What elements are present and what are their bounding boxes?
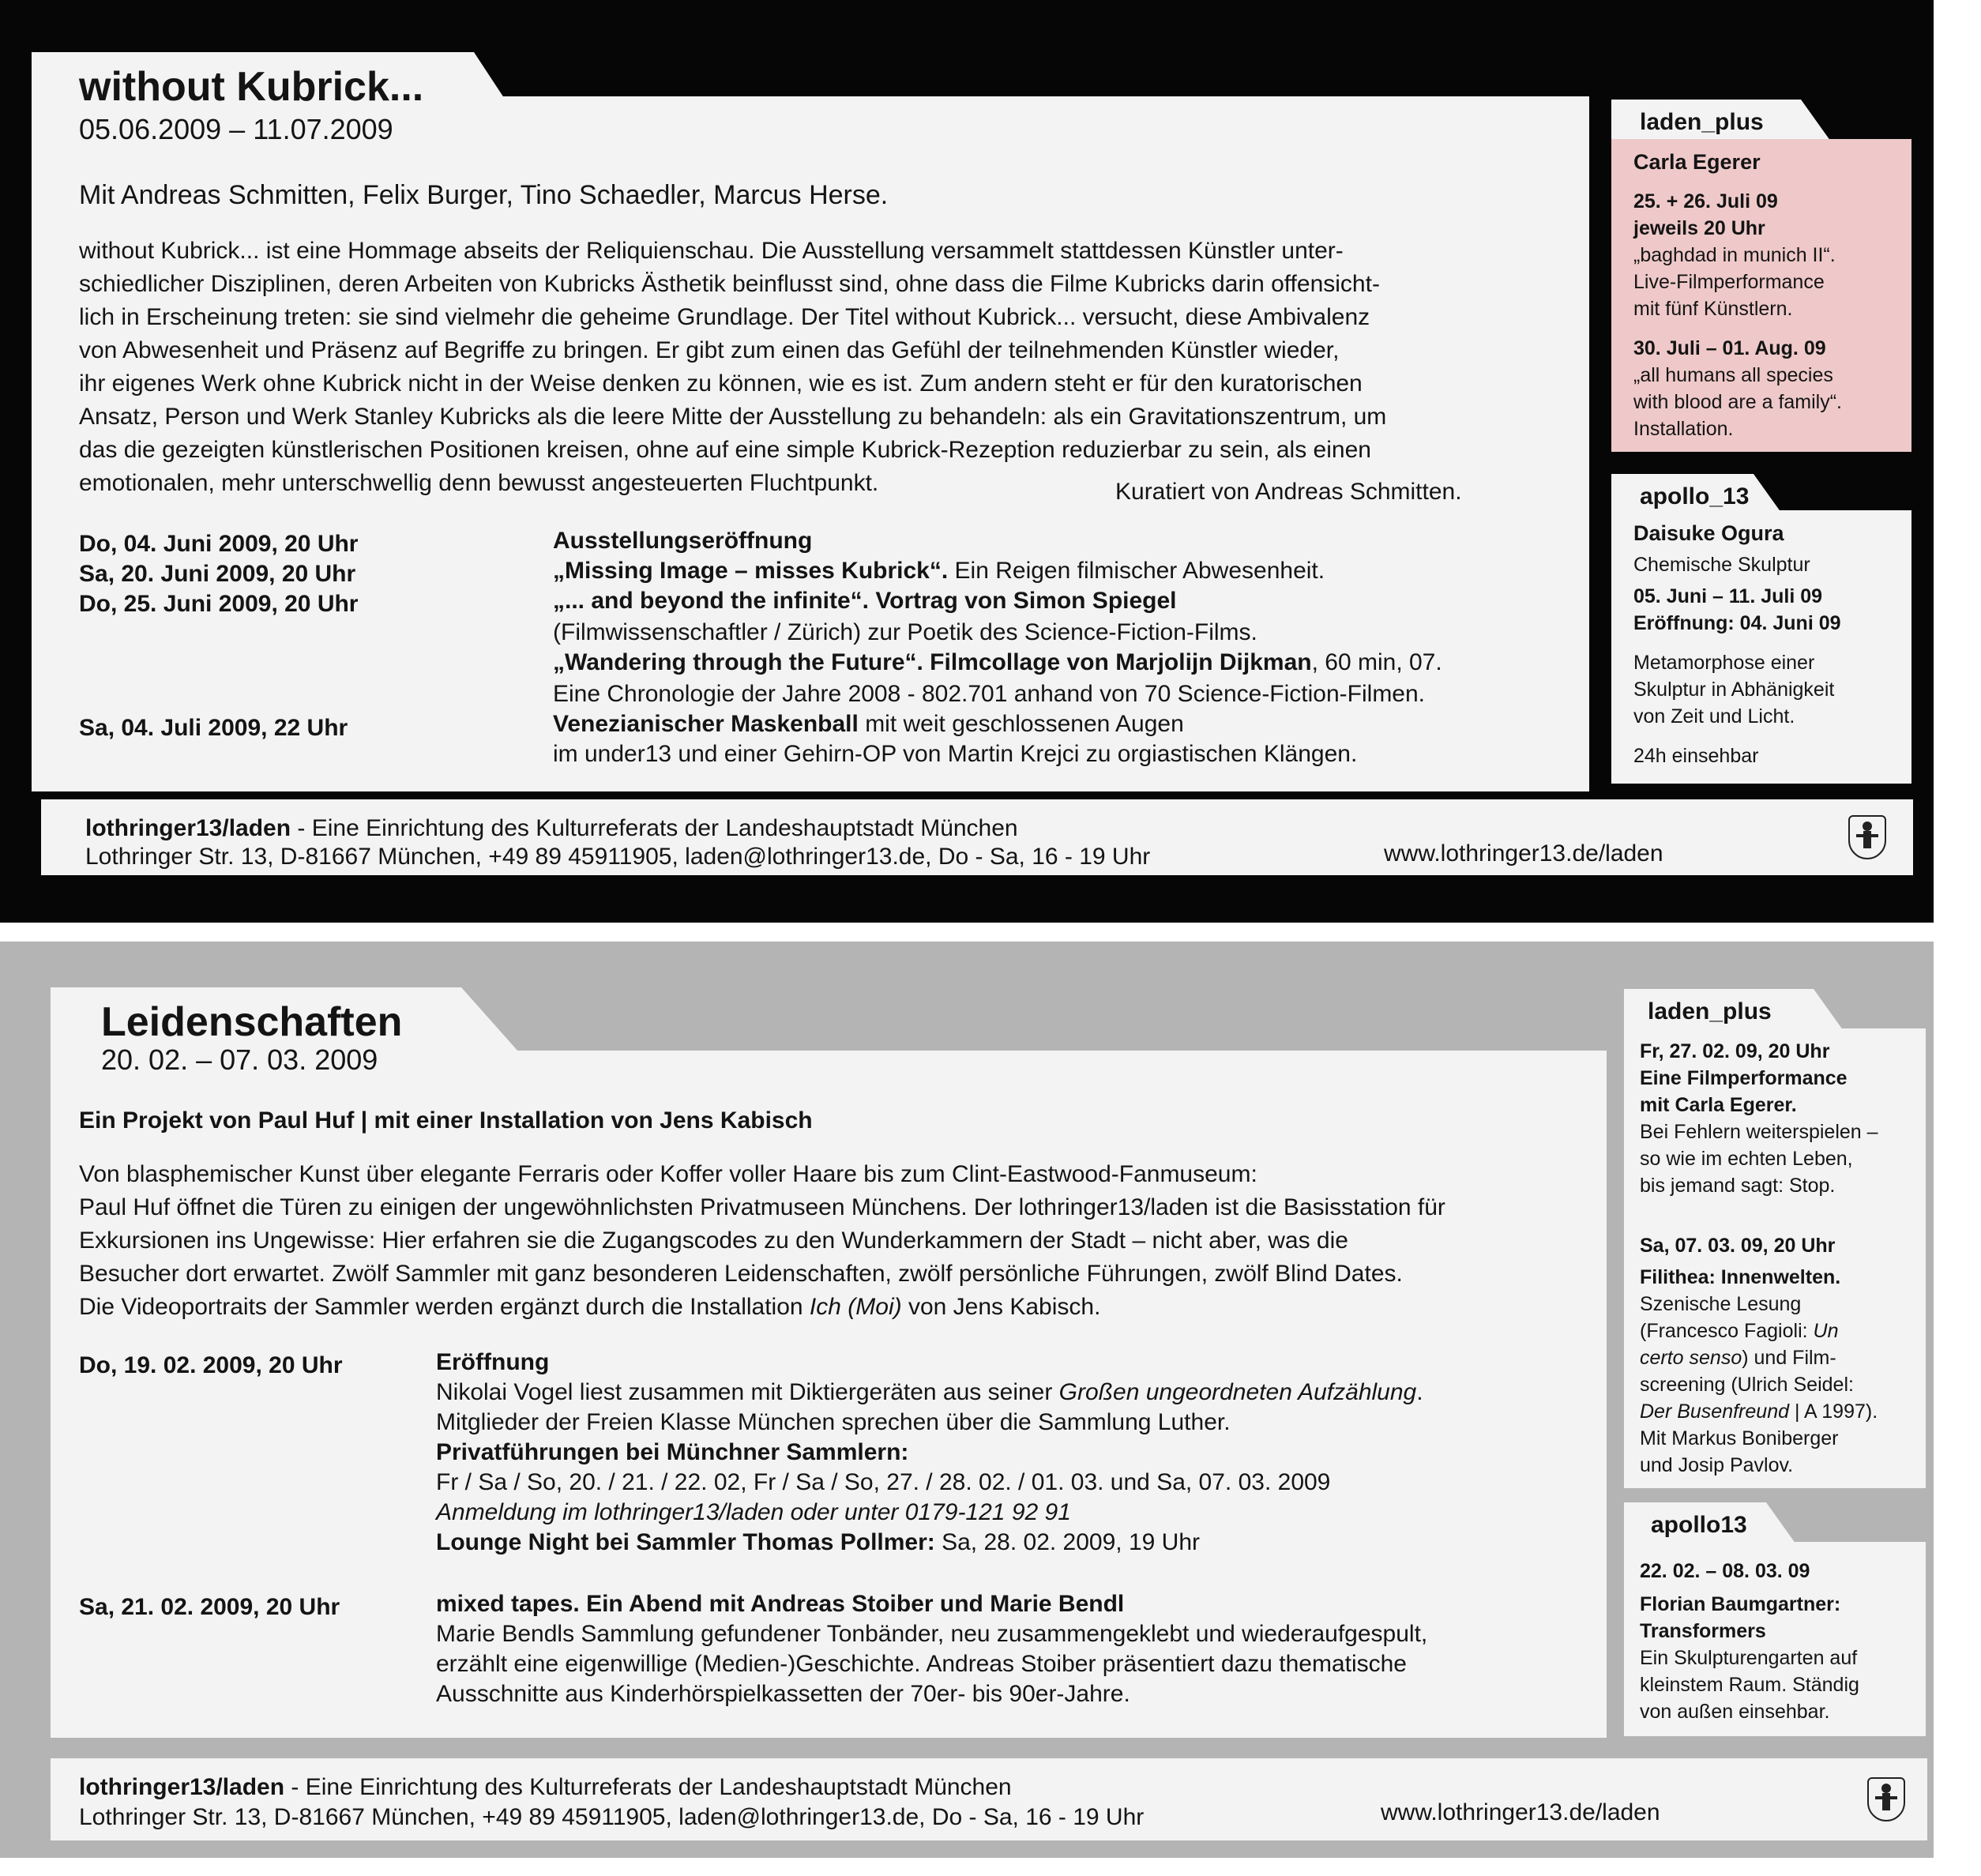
- side-tab-slope: [1801, 100, 1833, 144]
- event-text: .: [1416, 1379, 1423, 1405]
- description-line: Ansatz, Person und Werk Stanley Kubricks als die leere Mitte der Ausstellung zu behandeln: als ein Gravitationszentrum, um: [79, 404, 1387, 430]
- event-italic: Anmeldung im lothringer13/laden oder unter 0179-121 92 91: [436, 1499, 1071, 1525]
- munich-crest-icon: [1867, 1777, 1905, 1821]
- event-text: , 60 min, 07.: [1311, 649, 1442, 675]
- description-text: Die Videoportraits der Sammler werden ergänzt durch die Installation: [79, 1294, 810, 1320]
- description-line: ihr eigenes Werk ohne Kubrick nicht in der Weise denken zu können, wie es ist. Zum andern steht er für den kuratorischen: [79, 370, 1363, 397]
- event-title: Lounge Night bei Sammler Thomas Pollmer:: [436, 1529, 935, 1555]
- side-text: Chemische Skulptur: [1633, 554, 1810, 576]
- side-heading: mit Carla Egerer.: [1640, 1094, 1797, 1116]
- side-tab: [1624, 989, 1814, 1033]
- side-text: von Zeit und Licht.: [1633, 705, 1795, 727]
- side-text: und Josip Pavlov.: [1640, 1454, 1794, 1476]
- footer-line-1: [85, 815, 1018, 842]
- event-text: Ein Reigen filmischer Abwesenheit.: [948, 558, 1325, 584]
- description-line: das die gezeigten künstlerischen Positionen kreisen, ohne auf eine simple Kubrick-Rezeption reduzierbar zu sein, als einen: [79, 437, 1371, 463]
- side-date: Sa, 07. 03. 09, 20 Uhr: [1640, 1235, 1836, 1257]
- exhibition-title: Leidenschaften: [101, 999, 403, 1045]
- side-box-laden-plus: [1624, 1028, 1926, 1488]
- event-title: Venezianischer Maskenball: [553, 711, 859, 737]
- curator-line: Kuratiert von Andreas Schmitten.: [1115, 479, 1462, 505]
- side-date: jeweils 20 Uhr: [1633, 217, 1765, 239]
- event-date: Sa, 21. 02. 2009, 20 Uhr: [79, 1594, 340, 1620]
- side-date: Fr, 27. 02. 09, 20 Uhr: [1640, 1040, 1830, 1062]
- side-date: 05. Juni – 11. Juli 09: [1633, 585, 1823, 607]
- side-text: Skulptur in Abhänigkeit: [1633, 679, 1835, 701]
- description-line: [79, 1291, 1445, 1324]
- footer-address: Lothringer Str. 13, D-81667 München, +49 89 45911905, laden@lothringer13.de, Do - Sa, 16 - 19 Uhr: [85, 844, 1151, 870]
- description: [79, 1158, 1445, 1324]
- side-heading: Transformers: [1640, 1620, 1766, 1642]
- side-heading: Florian Baumgartner:: [1640, 1593, 1841, 1615]
- side-date: 25. + 26. Juli 09: [1633, 190, 1778, 212]
- side-text: | A 1997).: [1789, 1400, 1878, 1423]
- side-text: Ein Skulpturengarten auf: [1640, 1647, 1858, 1669]
- project-lead: Ein Projekt von Paul Huf | mit einer Installation von Jens Kabisch: [79, 1107, 813, 1133]
- side-tab-label: laden_plus: [1648, 998, 1772, 1024]
- footer-org-name: lothringer13/laden: [85, 815, 291, 841]
- side-text: „baghdad in munich II“.: [1633, 244, 1836, 266]
- side-text: kleinstem Raum. Ständig: [1640, 1674, 1859, 1696]
- event-text: Sa, 28. 02. 2009, 19 Uhr: [934, 1529, 1200, 1555]
- side-text: Mit Markus Boniberger: [1640, 1427, 1839, 1449]
- side-tab-label: laden_plus: [1640, 109, 1764, 135]
- side-text: von außen einsehbar.: [1640, 1701, 1830, 1723]
- event-title: „... and beyond the infinite“. Vortrag von Simon Spiegel: [553, 588, 1177, 614]
- event-date: Do, 19. 02. 2009, 20 Uhr: [79, 1352, 343, 1378]
- side-text: Installation.: [1633, 418, 1734, 440]
- side-text: Szenische Lesung: [1640, 1293, 1802, 1315]
- side-tab-label: apollo_13: [1640, 483, 1750, 509]
- side-tab-slope: [1766, 1502, 1798, 1547]
- flyer-without-kubrick: [0, 0, 1934, 923]
- side-text: Live-Filmperformance: [1633, 271, 1825, 293]
- description-text: von Jens Kabisch.: [901, 1294, 1101, 1320]
- side-text-line: [1640, 1398, 1878, 1425]
- side-text-line: [1640, 1318, 1878, 1344]
- side-italic: Der Busenfreund: [1640, 1400, 1790, 1423]
- side-tab: [1624, 1502, 1766, 1547]
- exhibition-title: without Kubrick...: [79, 64, 424, 110]
- artists-line: Mit Andreas Schmitten, Felix Burger, Tino Schaedler, Marcus Herse.: [79, 180, 889, 210]
- footer-org-desc: - Eine Einrichtung des Kulturreferats der Landeshauptstadt München: [291, 815, 1018, 841]
- side-text: (Francesco Fagioli:: [1640, 1320, 1814, 1342]
- side-text: mit fünf Künstlern.: [1633, 298, 1793, 320]
- footer-org-desc: - Eine Einrichtung des Kulturreferats der Landeshauptstadt München: [284, 1774, 1012, 1800]
- event-text: (Filmwissenschaftler / Zürich) zur Poetik des Science-Fiction-Films.: [553, 619, 1257, 645]
- flyer-leidenschaften: [0, 942, 1934, 1858]
- description-line: emotionalen, mehr unterschwellig denn bewusst angesteuerten Fluchtpunkt.: [79, 470, 879, 496]
- side-date: 22. 02. – 08. 03. 09: [1640, 1560, 1810, 1582]
- event-text: Nikolai Vogel liest zusammen mit Diktiergeräten aus seiner: [436, 1379, 1059, 1405]
- title-tab-slope: [461, 987, 524, 1058]
- event-text: Eine Chronologie der Jahre 2008 - 802.701 anhand von 70 Science-Fiction-Filmen.: [553, 681, 1426, 707]
- side-text: Bei Fehlern weiterspielen –: [1640, 1121, 1878, 1143]
- event-date: Sa, 20. Juni 2009, 20 Uhr: [79, 561, 356, 587]
- event-text: mit weit geschlossenen Augen: [858, 711, 1184, 737]
- event-text: Ausschnitte aus Kinderhörspielkassetten der 70er- bis 90er-Jahre.: [436, 1681, 1130, 1707]
- side-artist: Daisuke Ogura: [1633, 521, 1784, 545]
- event-text: Mitglieder der Freien Klasse München sprechen über die Sammlung Luther.: [436, 1409, 1231, 1435]
- event-title: „Missing Image – misses Kubrick“.: [553, 558, 949, 584]
- description-line: Paul Huf öffnet die Türen zu einigen der ungewöhnlichsten Privatmuseen Münchens. Der lothringer13/laden ist die Basisstation für: [79, 1194, 1445, 1220]
- footer-url: www.lothringer13.de/laden: [1384, 840, 1663, 867]
- footer-address: Lothringer Str. 13, D-81667 München, +49 89 45911905, laden@lothringer13.de, Do - Sa, 16 - 19 Uhr: [79, 1804, 1145, 1830]
- event-line: [553, 711, 1184, 738]
- side-italic: certo senso: [1640, 1347, 1742, 1369]
- side-date: Eröffnung: 04. Juni 09: [1633, 612, 1841, 634]
- description-line: schiedlicher Disziplinen, deren Arbeiten von Kubricks Ästhetik beinflusst sind, ohne dass die Filme Kubricks darin offensicht-: [79, 271, 1380, 297]
- side-text: so wie im echten Leben,: [1640, 1148, 1853, 1170]
- side-text: Metamorphose einer: [1633, 652, 1815, 674]
- side-heading: Filithea: Innenwelten.: [1640, 1266, 1841, 1288]
- event-title: „Wandering through the Future“. Filmcollage von Marjolijn Dijkman: [553, 649, 1312, 675]
- description-line: von Abwesenheit und Präsenz auf Begriffe zu bringen. Er gibt zum einen das Gefühl der teilnehmenden Künstler wieder,: [79, 337, 1340, 363]
- side-text: screening (Ulrich Seidel:: [1640, 1374, 1854, 1396]
- event-italic: Großen ungeordneten Aufzählung: [1058, 1379, 1417, 1405]
- description: [79, 235, 1386, 500]
- event-text: im under13 und einer Gehirn-OP von Martin Krejci zu orgiastischen Klängen.: [553, 741, 1358, 767]
- footer: [41, 799, 1913, 875]
- exhibition-dates: 05.06.2009 – 11.07.2009: [79, 113, 393, 145]
- description-line: Exkursionen ins Ungewisse: Hier erfahren sie die Zugangscodes zu den Wunderkammern der Stadt – nicht aber, was die: [79, 1227, 1348, 1254]
- event-line: [553, 558, 1325, 585]
- description-line: without Kubrick... ist eine Hommage abseits der Reliquienschau. Die Ausstellung versammelt stattdessen Künstler unter-: [79, 238, 1344, 264]
- side-tab: [1611, 100, 1801, 144]
- event-line: [436, 1379, 1423, 1406]
- footer-line-1: [79, 1774, 1012, 1801]
- side-tab-label: apollo13: [1651, 1512, 1747, 1538]
- footer-url: www.lothringer13.de/laden: [1381, 1799, 1660, 1825]
- side-text: ) und Film-: [1742, 1347, 1836, 1369]
- event-text: Fr / Sa / So, 20. / 21. / 22. 02, Fr / Sa / So, 27. / 28. 02. / 01. 03. und Sa, 07. 03. 2009: [436, 1469, 1331, 1495]
- event-text: erzählt eine eigenwillige (Medien-)Geschichte. Andreas Stoiber präsentiert dazu thematische: [436, 1651, 1407, 1677]
- event-line: [436, 1529, 1200, 1556]
- description-line: lich in Erscheinung treten: sie sind vielmehr die geheime Grundlage. Der Titel without Kubrick... versucht, diese Ambivalenz: [79, 304, 1370, 330]
- side-text-line: [1640, 1344, 1878, 1371]
- description-line: Von blasphemischer Kunst über elegante Ferraris oder Koffer voller Haare bis zum Clint-Eastwood-Fanmuseum:: [79, 1161, 1257, 1187]
- exhibition-dates: 20. 02. – 07. 03. 2009: [101, 1043, 378, 1076]
- description-italic: Ich (Moi): [809, 1294, 902, 1320]
- side-artist: Carla Egerer: [1633, 150, 1761, 174]
- event-date: Do, 04. Juni 2009, 20 Uhr: [79, 531, 359, 557]
- side-date: 30. Juli – 01. Aug. 09: [1633, 337, 1826, 359]
- event-line: [553, 649, 1442, 676]
- side-italic: Un: [1813, 1320, 1839, 1342]
- munich-crest-icon: [1848, 815, 1886, 859]
- event-date: Sa, 04. Juli 2009, 22 Uhr: [79, 715, 348, 741]
- side-text: „all humans all species: [1633, 364, 1833, 386]
- side-box-apollo-13: [1611, 510, 1911, 784]
- side-box-laden-plus: [1611, 139, 1911, 452]
- footer-org-name: lothringer13/laden: [79, 1774, 285, 1800]
- side-text: 24h einsehbar: [1633, 745, 1759, 767]
- event-text: Marie Bendls Sammlung gefundener Tonbänder, neu zusammengeklebt und wiederaufgespult,: [436, 1621, 1428, 1647]
- event-title: mixed tapes. Ein Abend mit Andreas Stoiber und Marie Bendl: [436, 1591, 1125, 1617]
- event-title: Ausstellungseröffnung: [553, 528, 813, 554]
- side-heading: Eine Filmperformance: [1640, 1067, 1848, 1089]
- side-tab-slope: [1814, 989, 1845, 1033]
- event-title: Privatführungen bei Münchner Sammlern:: [436, 1439, 909, 1465]
- side-text: bis jemand sagt: Stop.: [1640, 1175, 1836, 1197]
- side-text: with blood are a family“.: [1633, 391, 1843, 413]
- event-title: Eröffnung: [436, 1349, 550, 1375]
- side-box-apollo13: [1624, 1542, 1926, 1736]
- event-date: Do, 25. Juni 2009, 20 Uhr: [79, 591, 359, 617]
- footer: [51, 1758, 1927, 1840]
- description-line: Besucher dort erwartet. Zwölf Sammler mit ganz besonderen Leidenschaften, zwölf persönliche Führungen, zwölf Blind Dates.: [79, 1261, 1403, 1287]
